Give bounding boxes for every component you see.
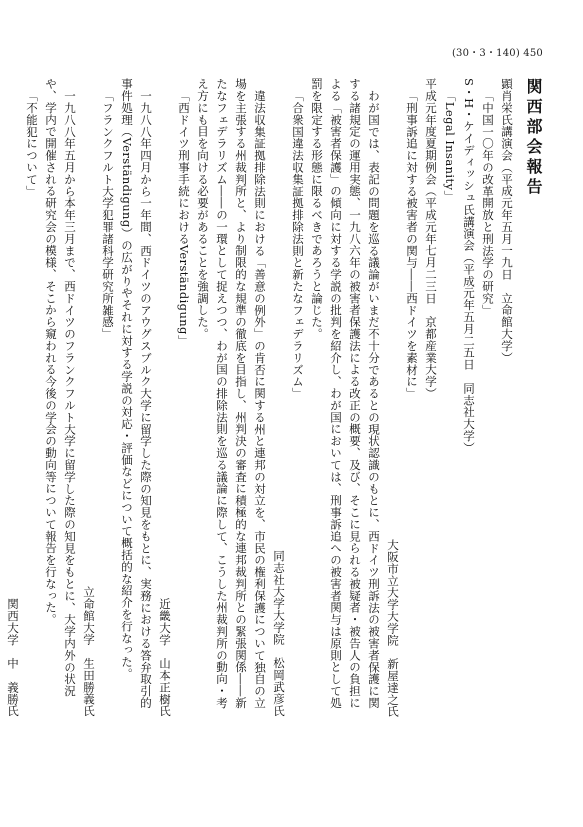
report-heading-line: 「中国一〇年の改革開放と刑法学の研究」 <box>481 89 495 316</box>
report-heading-line: 「西ドイツ刑事手続におけるVerständigung」 <box>177 89 191 347</box>
report-heading-line: 平成元年度夏期例会（平成元年七月二三日 京都産業大学） <box>424 78 438 400</box>
speaker-affiliation <box>0 78 3 717</box>
report-body <box>6 78 543 717</box>
section-title: 関西部会報告 <box>524 78 543 198</box>
report-heading-line: 「刑事訴追に対する被害者の関与――西ドイツを素材に」 <box>405 89 419 399</box>
report-heading-line: 「不能犯について」 <box>25 89 39 197</box>
report-heading-line: 「合衆国違法収集証拠排除法則と新たなフェデラリズム」 <box>291 89 305 399</box>
report-paragraph: 違法収集証拠排除法則における「善意の例外」の肯否に関する州と連邦の対立を、市民の権利保護について独自の立場を主張する州裁判所と、より制限的な規準の徹底を目指し、州判決の審査に積極的な連邦裁判所との緊張関係――新たなフェデラリズム――の一環として捉えつつ、わが国の排除法則を巡る議論に際して、こうした州裁判所の動向・考え方にも目を向ける必要があることを強調した。 <box>196 78 267 709</box>
report-heading-line: S・H・ケイディッシュ氏講演会（平成元年五月二五日 同志社大学） <box>462 78 476 454</box>
page-reference: (30・3・140) 450 <box>451 48 543 59</box>
speaker-affiliation: 同志社大学大学院 松岡武彦氏 <box>272 550 286 717</box>
report-heading-line: 「フランクフルト大学犯罪諸科学研究所雑感」 <box>101 89 115 340</box>
speaker-affiliation: 立命館大学 生田勝義氏 <box>82 586 96 717</box>
report-heading-line: 顕肖栄氏講演会（平成元年五月一九日 立命館大学） <box>500 78 514 364</box>
speaker-affiliation: 関西大学 中 義勝氏 <box>6 598 20 717</box>
report-heading-line: 「Legal Insanity」 <box>443 89 457 202</box>
report-paragraph: 一九八八年五月から本年三月まで、西ドイツのフランクフルト大学に留学した際の知見をもとに、大学内外の状況や、学内で開催される研究会の模様、そこから窺われる今後の学会の動向等について報告を行なった。 <box>44 78 77 697</box>
speaker-affiliation: 大阪市立大学大学院 新屋達之氏 <box>386 538 400 717</box>
report-paragraph: わが国では、表記の問題を巡る議論がいまだ不十分であるとの現状認識のもとに、西ドイツ刑訴法の被害者保護に関する諸規定の運用実態、一九八六年の被害者保護法による改正の概要、及び、そこに見られる被疑者・被告人の負担による「被害者保護」の傾向に対する学説の批判を紹介し、わが国においては、刑事訴追への被害者関与は原則として処罰を限定する形態に限るべきであろうと論じた。 <box>310 78 381 709</box>
report-paragraph: 一九八八年四月から一年間、西ドイツのアウグスブルク大学に留学した際の知見をもとに、実務における答弁取引的事件処理（Verständigung）の広がりやそれに対する学説の対応・評価などについて概括的な紹介を行なった。 <box>120 78 153 709</box>
speaker-affiliation: 近畿大学 山本正樹氏 <box>158 598 172 717</box>
